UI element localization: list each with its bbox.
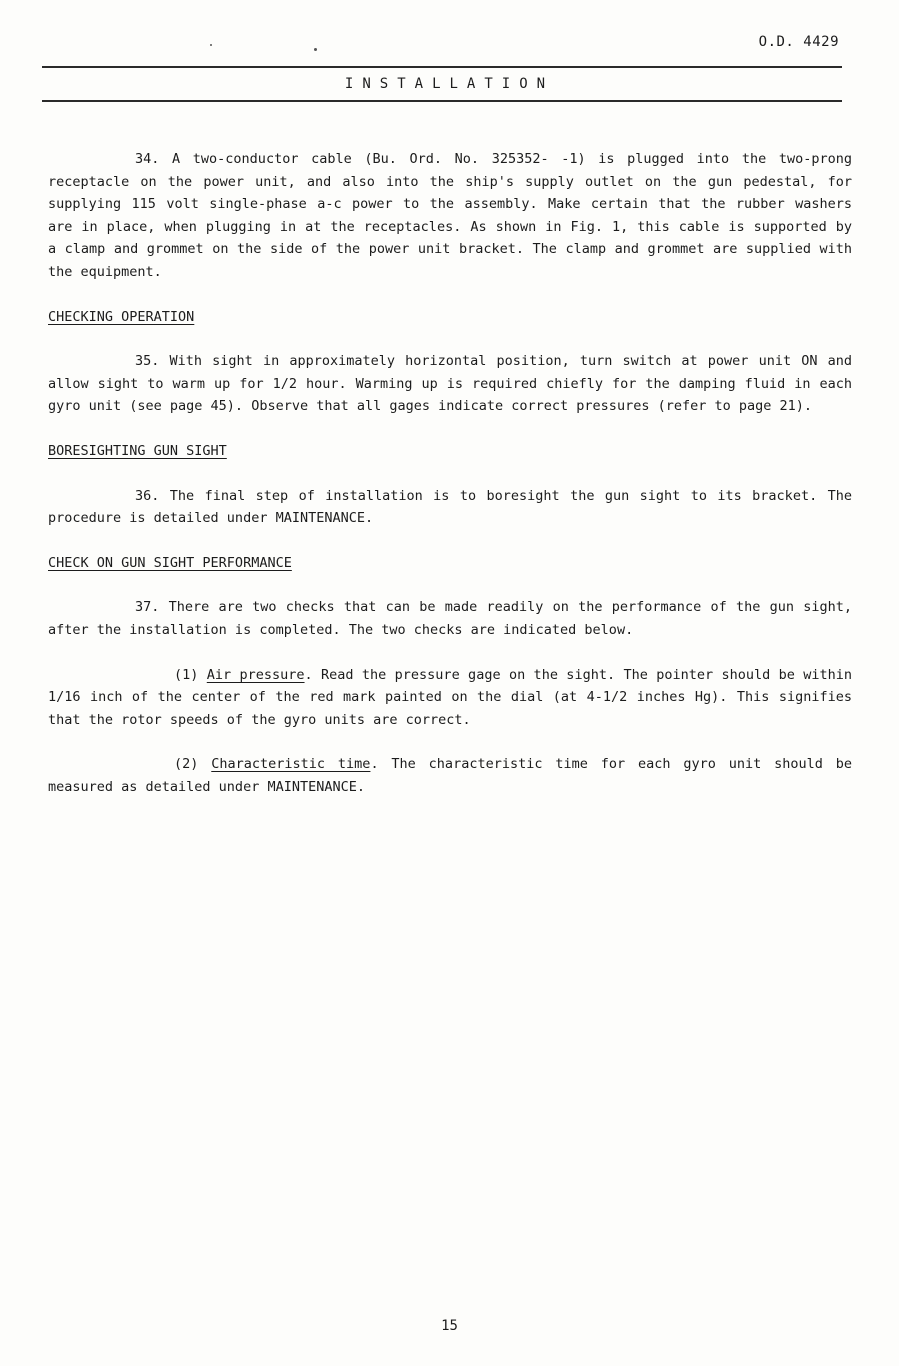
header-rule-bottom <box>42 100 842 102</box>
check-characteristic-time <box>48 753 852 798</box>
section-title: INSTALLATION <box>344 76 555 92</box>
paragraph-34: 34. A two-conductor cable (Bu. Ord. No. 325352- -1) is plugged into the two-prong receptacle on the power unit, and also into the ship's supply outlet on the gun pedestal, for supplying 115 volt single-phase a-c power to the assembly. Make certain that the rubber washers are in place, when plugging in at the receptacles. As shown in Fig. 1, this cable is supported by a clamp and grommet on the side of the power unit bracket. The clamp and grommet are supplied with the equipment. <box>48 151 852 280</box>
scan-speck <box>210 44 212 46</box>
paragraph-36: 36. The final step of installation is to boresight the gun sight to its bracket. The procedure is detailed under MAINTENANCE. <box>48 487 852 527</box>
header-rule-top <box>42 66 842 68</box>
paragraph-35: 35. With sight in approximately horizontal position, turn switch at power unit ON and allow sight to warm up for 1/2 hour. Warming up is required chiefly for the damping fluid in each gyro unit (see page 45). Observe that all gages indicate correct pressures (refer to page 21). <box>48 353 852 415</box>
page-body <box>48 148 852 820</box>
page-number: 15 <box>441 1318 458 1334</box>
subheading-performance-check: CHECK ON GUN SIGHT PERFORMANCE <box>48 554 292 571</box>
check-number: (1) <box>174 666 199 683</box>
paragraph-37: 37. There are two checks that can be made readily on the performance of the gun sight, after the installation is completed. The two checks are indicated below. <box>48 599 852 638</box>
subheading-boresighting: BORESIGHTING GUN SIGHT <box>48 442 227 459</box>
check-title: Air pressure <box>206 666 305 683</box>
check-air-pressure <box>48 664 852 732</box>
check-title: Characteristic time <box>211 756 371 773</box>
scan-speck <box>314 48 317 51</box>
check-text: . The characteristic time for each gyro unit should be measured as detailed under MAINTENANCE. <box>48 756 852 795</box>
subheading-checking-operation: CHECKING OPERATION <box>48 308 195 325</box>
check-number: (2) <box>174 756 199 773</box>
check-text: . Read the pressure gage on the sight. The pointer should be within 1/16 inch of the center of the red mark painted on the dial (at 4-1/2 inches Hg). This signifies that the rotor speeds of the gyro units are correct. <box>48 666 852 728</box>
document-id: O.D. 4429 <box>758 34 839 50</box>
